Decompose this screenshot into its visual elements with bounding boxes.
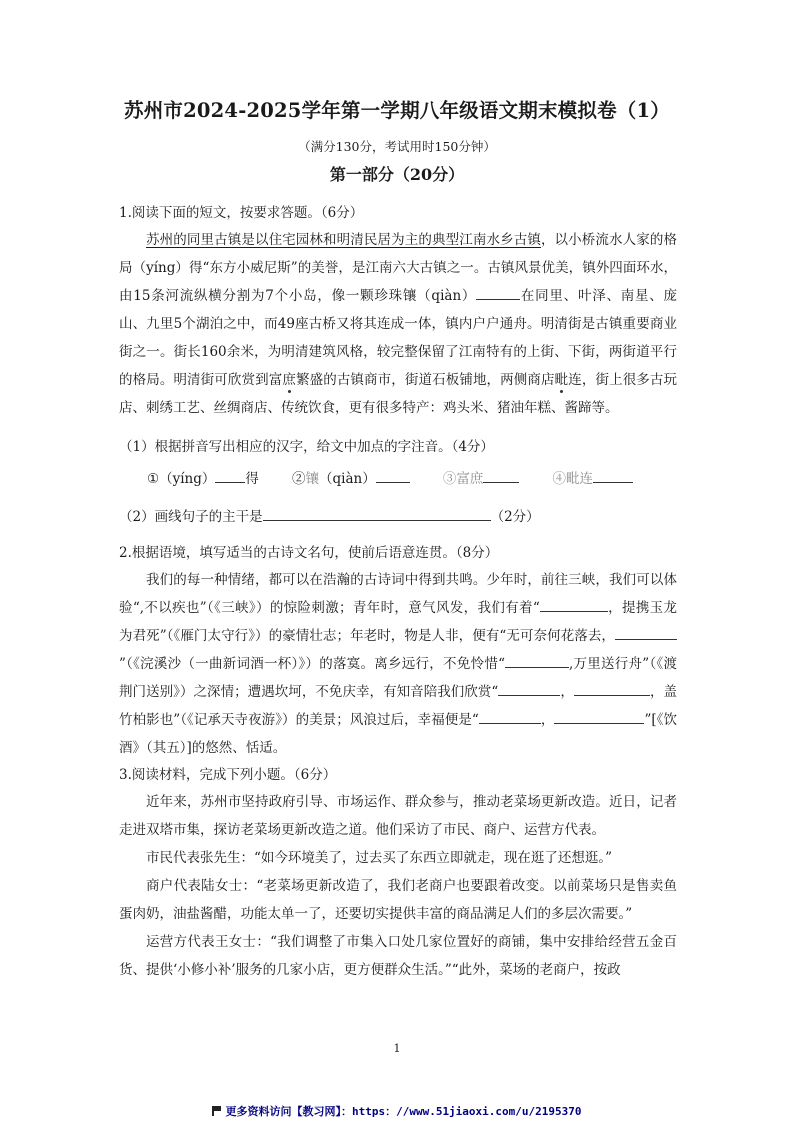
q1-passage [119, 226, 677, 422]
q2-blank-7[interactable] [554, 707, 644, 724]
q3-paragraph-3: 商户代表陆女士：“老菜场更新改造了，我们老商户也要跟着改变。以前菜场只是售卖鱼蛋肉奶，油盐酱醋，功能太单一了，还要切实提供丰富的商品满足人们的多层次需要。” [119, 878, 677, 922]
fill-blank-1[interactable] [215, 466, 245, 483]
flag-icon [212, 1106, 221, 1115]
q2-blank-6[interactable] [479, 707, 541, 724]
q1-sub2-label: （2）画线句子的主干是 [119, 509, 263, 525]
q1-fill-row [119, 464, 677, 494]
q2-text-8: ， [540, 712, 555, 728]
fill-item-2 [292, 464, 410, 494]
q2-text-9: ”[《饮酒》（其五）]的悠然、恬适。 [119, 712, 678, 756]
exam-subtitle: （满分130分，考试用时150分钟） [298, 139, 496, 154]
footer-link[interactable] [0, 1103, 794, 1119]
q1-passage-text-d: 连，街上很多古玩店、刺绣工艺、丝绸商店、传统饮食，更有很多特产：鸡头米、猪油年糕、酱蹄等。 [119, 372, 678, 416]
q2-text-6: ， [560, 684, 574, 700]
q2-blank-2[interactable] [615, 623, 677, 640]
q1-passage-text-c: 繁盛的古镇商市，街道石板铺地，两侧商店 [295, 372, 555, 388]
fill-item-3 [443, 464, 520, 494]
q2-blank-1[interactable] [540, 595, 608, 612]
part-heading: 第一部分（20分） [329, 165, 465, 184]
page-number: 1 [393, 1042, 401, 1055]
q1-prompt: 1.阅读下面的短文，按要求答题。（6分） [119, 205, 364, 221]
q3-paragraph-1: 近年来，苏州市坚持政府引导、市场运作、群众参与，推动老菜场更新改造。近日，记者走进双塔市集，探访老菜场更新改造之道。他们采访了市民、商户、运营方代表。 [119, 794, 677, 838]
fill-blank-4[interactable] [593, 466, 633, 483]
q1-inline-blank[interactable] [476, 283, 520, 300]
q1-sub2-blank[interactable] [263, 504, 491, 521]
q1-dotted-char-1: 庶 [282, 372, 296, 388]
q2-blank-5[interactable] [574, 679, 650, 696]
q2-text-2: ,不以疾也”（《三峡》）的惊险刺激；青年时，意气风发，我们有着“ [139, 600, 540, 616]
q2-passage [119, 566, 677, 762]
q1-passage-text-a: ，以小桥流水人家的格局（yíng）得“东方小威尼斯”的美誉，是江南六大古镇之一。古镇风景优美，镇外四面环水，由15条河流纵横分割为7个小岛，像一颗珍珠镶（qiàn） [119, 232, 678, 304]
fill-item-4-label: ④毗连 [552, 471, 593, 487]
fill-item-4 [552, 464, 633, 494]
q1-sub1: （1）根据拼音写出相应的汉字，给文中加点的字注音。（4分） [119, 439, 494, 455]
fill-item-2-num: ② [292, 471, 306, 487]
q3-paragraph-4: 运营方代表王女士：“我们调整了市集入口处几家位置好的商铺，集中安排给经营五金百货、提供‘小修小补’服务的几家小店，更方便群众生活。”“此外，菜场的老商户，按政 [119, 934, 677, 978]
q2-blank-3[interactable] [505, 651, 569, 668]
q1-underlined-sentence: 苏州的同里古镇是以住宅园林和明清民居为主的典型江南水乡古镇 [146, 232, 541, 248]
q1-sub2 [119, 502, 677, 532]
fill-item-2-label: （qiàn） [319, 471, 376, 487]
q2-text-5: ,万里送行舟”（《渡荆门送别》）之深情；遭遇坎坷，不免庆幸，有知音陪我们欣赏“ [119, 656, 677, 700]
q3-paragraph-2: 市民代表张先生：“如今环境美了，过去买了东西立即就走，现在逛了还想逛。” [146, 850, 613, 866]
q2-text-4: ”（《浣溪沙（一曲新词酒一杯）》）的落寞。离乡远行，不免怜惜“ [119, 656, 505, 672]
q2-prompt: 2.根据语境，填写适当的古诗文名句，使前后语意连贯。（8分） [119, 545, 499, 561]
fill-item-2-char: 镶 [305, 471, 320, 487]
fill-item-3-label: ③富庶 [442, 471, 484, 487]
q2-blank-4[interactable] [498, 679, 560, 696]
q2-text-1: 我们的每一种情绪，都可以在浩瀚的古诗词中得到共鸣。少年时，前往三峡，我们可以体验“ [119, 572, 677, 616]
q3-prompt: 3.阅读材料，完成下列小题。（6分） [119, 767, 337, 783]
q1-sub2-score: （2分） [490, 509, 540, 525]
exam-content [119, 200, 677, 984]
q2-text-7: ，盖竹柏影也”（《记承天寺夜游》）的美景；风浪过后，幸福便是“ [119, 684, 678, 728]
fill-item-1 [147, 464, 259, 494]
fill-blank-2[interactable] [376, 466, 410, 483]
fill-item-1-tail: 得 [245, 471, 259, 487]
exam-title: 苏州市2024-2025学年第一学期八年级语文期末模拟卷（1） [124, 99, 670, 122]
q2-text-3: ，提携玉龙为君死”（《雁门太守行》）的豪情壮志；年老时，物是人非，便有“无可奈何花落去， [119, 600, 678, 644]
footer-link-text[interactable]: 更多资料访问【教习网】：https：//www.51jiaoxi.com/u/2195370 [225, 1105, 582, 1118]
q1-dotted-char-2: 毗 [554, 372, 569, 388]
fill-blank-3[interactable] [483, 466, 519, 483]
q1-passage-text-b: 在同里、叶泽、南星、庞山、九里5个湖泊之中，而49座古桥又将其连成一体，镇内户户通舟。明清街是古镇重要商业街之一。街长160余米，为明清建筑风格，较完整保留了江南特有的上街、下街，两街道平行的格局。明清街可欣赏到富 [119, 288, 677, 388]
fill-item-1-label: ①（yíng） [147, 471, 216, 487]
